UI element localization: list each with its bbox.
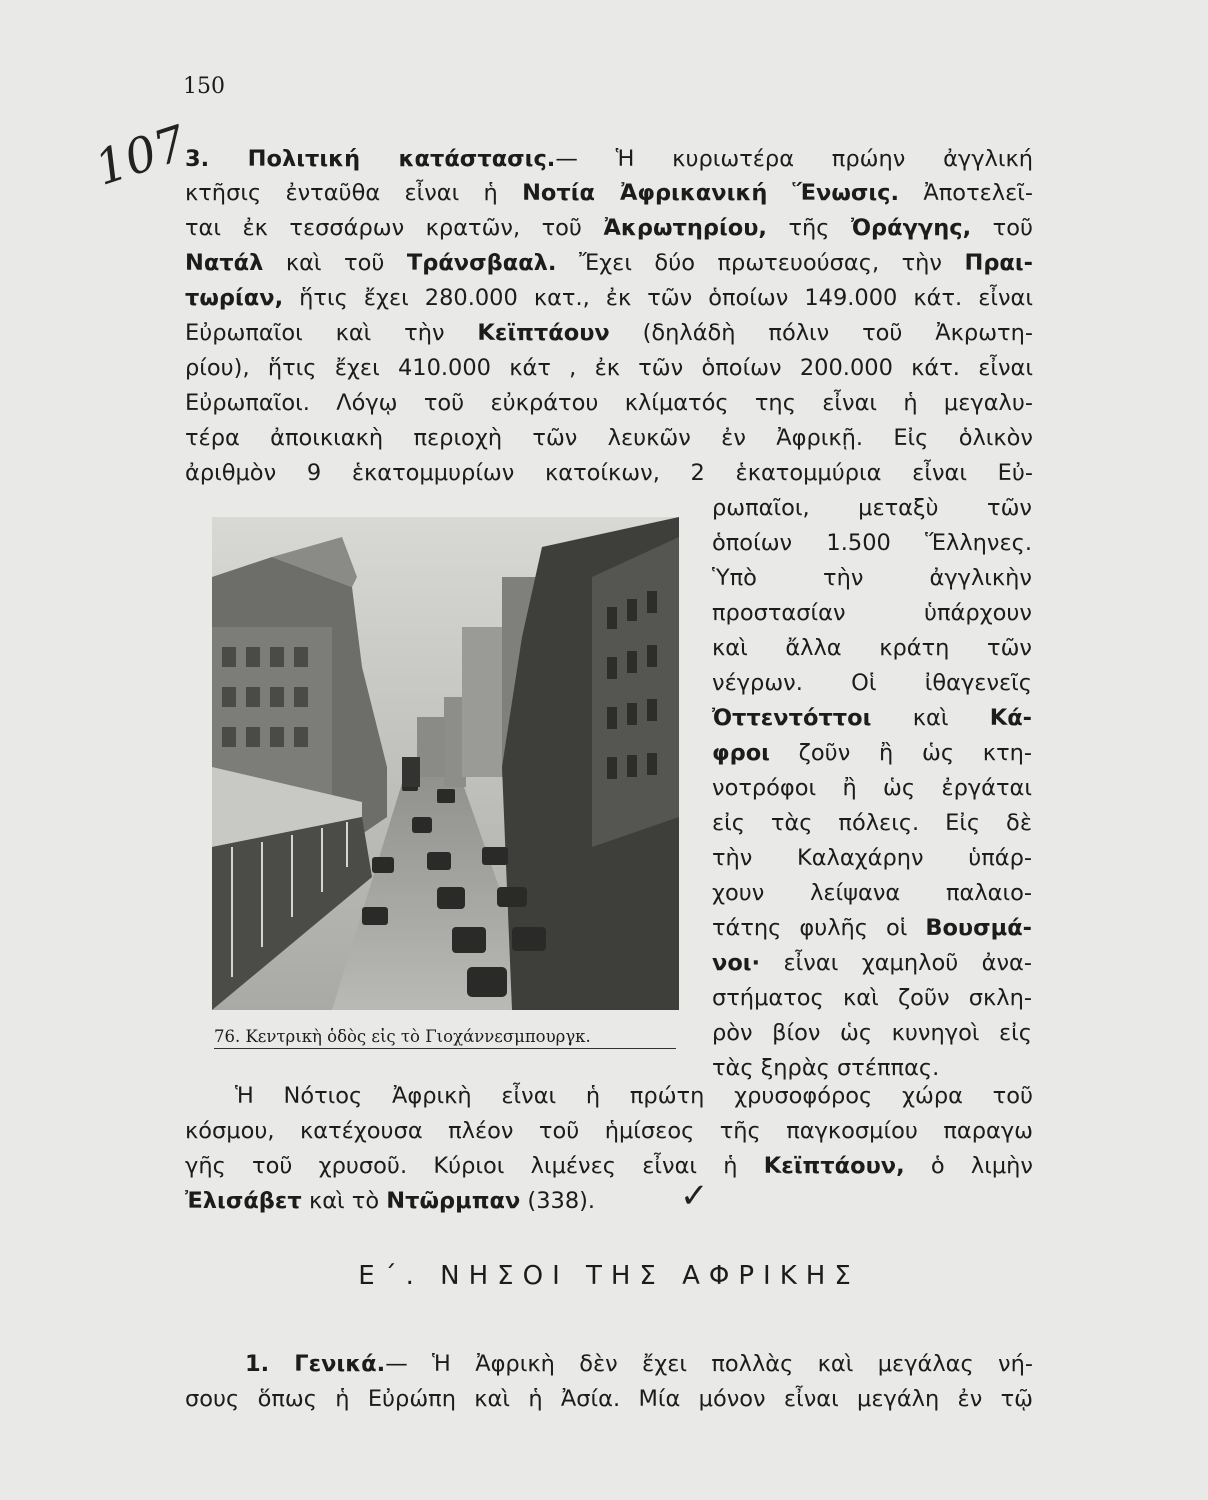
side-line-11: χουν λείψανα παλαιο- bbox=[712, 880, 1032, 906]
side-line-6: Ὀττεντόττοι καὶ Κά- bbox=[712, 705, 1032, 731]
side-line-3: προστασίαν ὑπάρχουν bbox=[712, 600, 1032, 626]
line-pol-1: κτῆσις ἐνταῦθα εἶναι ἡ Νοτία Ἀφρικανική Ἕνωσις. Ἀποτελεῖ- bbox=[185, 180, 1033, 206]
side-line-5: νέγρων. Οἱ ἰθαγενεῖς bbox=[712, 670, 1032, 696]
line-pol-3: Νατάλ καὶ τοῦ Τράνσβααλ. Ἔχει δύο πρωτευούσας, τὴν Πραι- bbox=[185, 250, 1033, 276]
side-line-10: τὴν Καλαχάρην ὑπάρ- bbox=[712, 845, 1032, 871]
line-pol-9: ἀριθμὸν 9 ἑκατομμυρίων κατοίκων, 2 ἑκατομμύρια εἶναι Εὐ- bbox=[185, 460, 1033, 486]
handwritten-note: 107 bbox=[88, 115, 194, 197]
photo-caption: 76. Κεντρικὴ ὁδὸς εἰς τὸ Γιοχάννεσμπουργκ. bbox=[214, 1026, 676, 1049]
side-line-4: καὶ ἄλλα κράτη τῶν bbox=[712, 635, 1032, 661]
line-gold-3: Ἐλισάβετ καὶ τὸ Ντῶρμπαν (338). bbox=[185, 1188, 596, 1214]
line-pol-4: τωρίαν, ἥτις ἔχει 280.000 κατ., ἐκ τῶν ὁποίων 149.000 κάτ. εἶναι bbox=[185, 285, 1033, 311]
side-line-13: νοι· εἶναι χαμηλοῦ ἀνα- bbox=[712, 950, 1032, 976]
street-photo bbox=[212, 517, 679, 1010]
section-heading: Ε΄. ΝΗΣΟΙ ΤΗΣ ΑΦΡΙΚΗΣ bbox=[358, 1261, 860, 1291]
side-line-2: Ὑπὸ τὴν ἀγγλικὴν bbox=[712, 565, 1032, 591]
line-pol-0: 3. Πολιτική κατάστασις.— Ἡ κυριωτέρα πρώην ἀγγλική bbox=[185, 146, 1033, 172]
side-line-0: ρωπαῖοι, μεταξὺ τῶν bbox=[712, 495, 1032, 521]
side-line-15: ρὸν βίον ὡς κυνηγοὶ εἰς bbox=[712, 1020, 1032, 1046]
side-line-16: τὰς ξηρὰς στέππας. bbox=[712, 1055, 940, 1081]
line-gold-2: γῆς τοῦ χρυσοῦ. Κύριοι λιμένες εἶναι ἡ Κεϊπτάουν, ὁ λιμὴν bbox=[185, 1153, 1033, 1179]
side-line-12: τάτης φυλῆς οἱ Βουσμά- bbox=[712, 915, 1032, 941]
side-line-14: στήματος καὶ ζοῦν σκλη- bbox=[712, 985, 1032, 1011]
side-line-1: ὁποίων 1.500 Ἕλληνες. bbox=[712, 530, 1032, 556]
line-pol-7: Εὐρωπαῖοι. Λόγῳ τοῦ εὐκράτου κλίματός της εἶναι ἡ μεγαλυ- bbox=[185, 390, 1033, 416]
line-isl-0: 1. Γενικά.— Ἡ Ἀφρικὴ δὲν ἔχει πολλὰς καὶ μεγάλας νή- bbox=[245, 1351, 1033, 1377]
line-isl-1: σους ὅπως ἡ Εὐρώπη καὶ ἡ Ἀσία. Μία μόνον εἶναι μεγάλη ἐν τῷ bbox=[185, 1386, 1033, 1412]
line-pol-6: ρίου), ἥτις ἔχει 410.000 κάτ , ἐκ τῶν ὁποίων 200.000 κάτ. εἶναι bbox=[185, 355, 1033, 381]
side-line-7: φροι ζοῦν ἢ ὡς κτη- bbox=[712, 740, 1032, 766]
check-mark: ✓ bbox=[680, 1176, 709, 1216]
line-gold-1: κόσμου, κατέχουσα πλέον τοῦ ἡμίσεος τῆς παγκοσμίου παραγω bbox=[185, 1118, 1033, 1144]
line-pol-2: ται ἐκ τεσσάρων κρατῶν, τοῦ Ἀκρωτηρίου, τῆς Ὀράγγης, τοῦ bbox=[185, 215, 1033, 241]
side-line-9: εἰς τὰς πόλεις. Εἰς δὲ bbox=[712, 810, 1032, 836]
line-gold-0: Ἡ Νότιος Ἀφρικὴ εἶναι ἡ πρώτη χρυσοφόρος χώρα τοῦ bbox=[235, 1083, 1033, 1109]
page-number: 150 bbox=[183, 74, 225, 99]
side-line-8: νοτρόφοι ἢ ὡς ἐργάται bbox=[712, 775, 1032, 801]
line-pol-8: τέρα ἀποικιακὴ περιοχὴ τῶν λευκῶν ἐν Ἀφρικῇ. Εἰς ὁλικὸν bbox=[185, 425, 1033, 451]
line-pol-5: Εὐρωπαῖοι καὶ τὴν Κεϊπτάουν (δηλάδὴ πόλιν τοῦ Ἀκρωτη- bbox=[185, 320, 1033, 346]
